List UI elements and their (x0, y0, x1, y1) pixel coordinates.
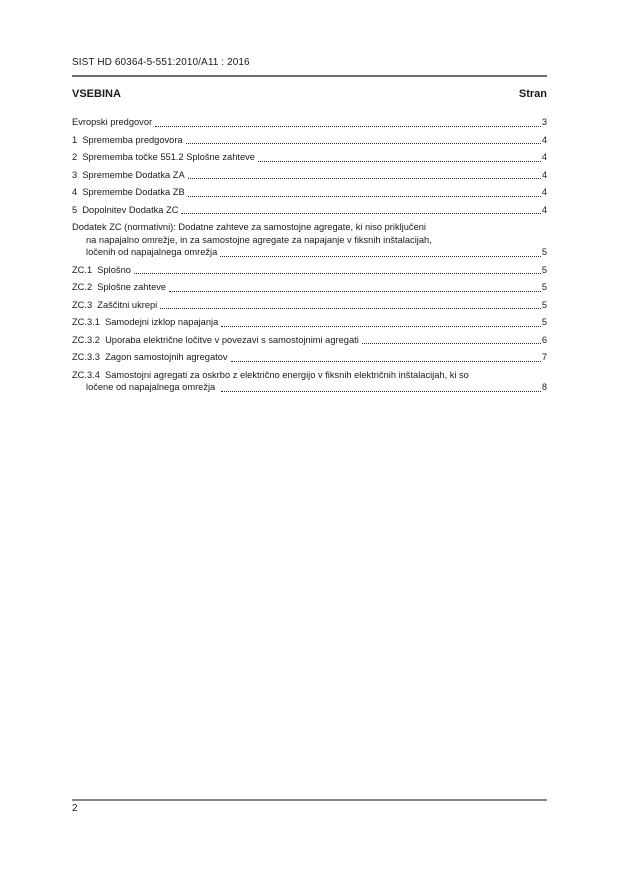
toc-leader (160, 308, 541, 309)
toc-entry-text: 4 Spremembe Dodatka ZB (72, 187, 185, 197)
toc-entry-text: Evropski predgovor (72, 117, 153, 127)
toc-leader (134, 273, 541, 274)
toc-page-number: 6 (541, 334, 547, 345)
toc-title: VSEBINA (72, 88, 121, 100)
toc-entry (72, 151, 547, 164)
toc-entry (72, 316, 547, 329)
toc-leader (169, 291, 541, 292)
toc-entry (72, 281, 547, 294)
toc-entry-text: ZC.3.2 Uporaba električne ločitve v povezavi s samostojnimi agregati (72, 334, 359, 345)
toc-header-row (72, 88, 547, 101)
toc-page-number: 5 (541, 247, 547, 257)
toc-entry-text: ZC.3.1 Samodejni izklop napajanja (72, 317, 219, 327)
toc-page-number: 5 (541, 264, 547, 275)
toc-entry (72, 299, 547, 312)
toc-entry (72, 116, 547, 129)
toc-page-number: 5 (541, 282, 547, 292)
toc-entry (72, 186, 547, 199)
toc-entry-text: Dodatek ZC (normativni): Dodatne zahteve za samostojne agregate, ki niso priključeni (72, 222, 426, 232)
toc-page-number: 8 (541, 382, 547, 392)
toc-entry (72, 221, 547, 259)
toc-entry-text: ZC.3.3 Zagon samostojnih agregatov (72, 352, 228, 362)
toc-page-number: 4 (541, 187, 547, 197)
toc-page-number: 4 (541, 152, 547, 162)
toc-page-number: 4 (541, 134, 547, 145)
toc-leader (181, 213, 540, 214)
toc-entry (72, 204, 547, 217)
standard-reference: SIST HD 60364-5-551:2010/A11 : 2016 (72, 57, 250, 68)
toc-page-number: 3 (541, 117, 547, 127)
toc-entry-text: 3 Spremembe Dodatka ZA (72, 169, 185, 180)
toc-leader (186, 143, 541, 144)
footer-page-number: 2 (72, 803, 78, 814)
toc-leader (221, 391, 541, 392)
toc-entry-text: ZC.2 Splošne zahteve (72, 282, 167, 292)
page-column-label: Stran (518, 88, 547, 100)
running-header (72, 57, 547, 77)
toc-entry (72, 264, 547, 277)
toc-leader (155, 126, 541, 127)
toc-entry-text: na napajalno omrežje, in za samostojne agregate za napajanje v fiksnih inštalacijah, (86, 234, 432, 245)
toc-entry (72, 369, 547, 394)
toc-entry-text: ZC.3 Zaščitni ukrepi (72, 299, 158, 310)
toc-page-number: 5 (541, 299, 547, 310)
toc-entry (72, 134, 547, 147)
toc-leader (258, 161, 541, 162)
toc-entry-text: 1 Sprememba predgovora (72, 134, 183, 145)
toc-entry-text: ZC.1 Splošno (72, 264, 131, 275)
toc-page-number: 7 (541, 352, 547, 362)
toc-leader (221, 326, 541, 327)
toc-page-number: 5 (541, 317, 547, 327)
toc-entry-text: ločenih od napajalnega omrežja (86, 247, 218, 257)
toc-leader (231, 361, 541, 362)
toc-entry-text: ZC.3.4 Samostojni agregati za oskrbo z električno energijo v fiksnih električnih inštalacijah, ki so (72, 369, 469, 380)
toc-entry-text: 2 Sprememba točke 551.2 Splošne zahteve (72, 152, 255, 162)
toc-entry-text: ločene od napajalnega omrežja (86, 382, 218, 392)
toc-entry (72, 334, 547, 347)
footer-rule (72, 799, 547, 815)
table-of-contents (72, 111, 547, 394)
toc-leader (362, 343, 541, 344)
toc-page-number: 4 (541, 204, 547, 215)
toc-entry (72, 351, 547, 364)
toc-page-number: 4 (541, 169, 547, 180)
toc-leader (188, 178, 541, 179)
toc-entry-text: 5 Dopolnitev Dodatka ZC (72, 204, 179, 215)
toc-entry (72, 169, 547, 182)
toc-leader (220, 256, 541, 257)
toc-leader (188, 196, 541, 197)
